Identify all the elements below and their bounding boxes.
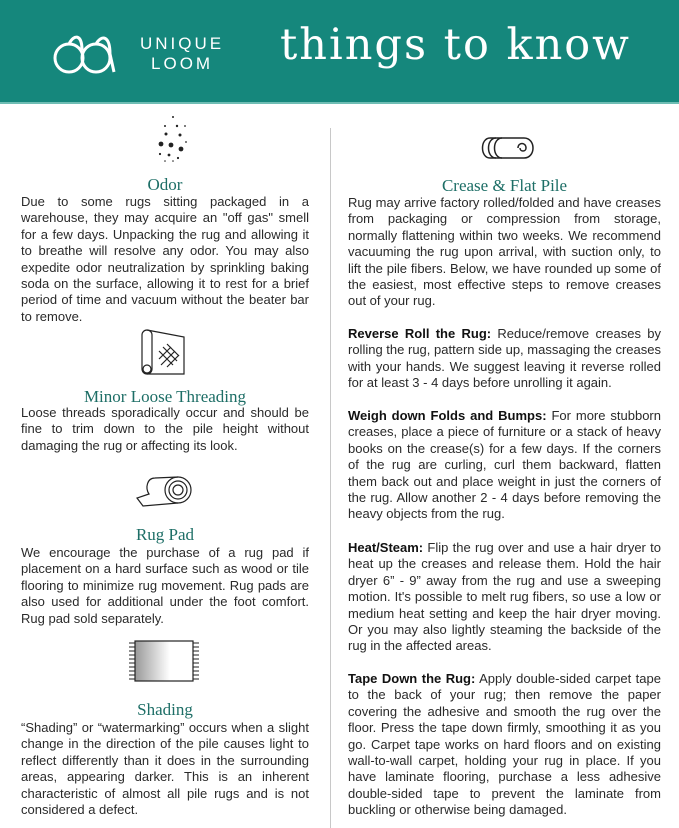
- tip-label: Tape Down the Rug:: [348, 671, 476, 686]
- threading-title: Minor Loose Threading: [83, 387, 247, 406]
- rug-pad-title: Rug Pad: [135, 525, 195, 544]
- page-title: things to know: [280, 20, 631, 70]
- tip-weigh-down: [348, 408, 661, 523]
- tip-label: Weigh down Folds and Bumps:: [348, 408, 547, 423]
- brand-line-2: LOOM: [151, 54, 214, 73]
- tip-heat-steam: [348, 540, 661, 655]
- threading-text: Loose threads sporadically occur and should be fine to trim down to the pile height without damaging the rug or affecting its look.: [21, 405, 309, 453]
- tip-label: Heat/Steam:: [348, 540, 424, 555]
- rug-pad-text: We encourage the purchase of a rug pad if placement on a hard surface such as wood or tile flooring to minimize rug movement. Rug pads are also used for additional under the foot comfort. Rug pad sold separately.: [21, 545, 309, 626]
- odor-dots-icon: [155, 114, 191, 162]
- header-banner: [0, 0, 679, 104]
- shading-text: “Shading” or “watermarking” occurs when a slight change in the direction of the pile causes light to reflect differently than it does in the surrounding areas, appearing darker. This is an inherent characteristic of almost all pile rugs and is not considered a defect.: [21, 720, 309, 818]
- tip-text: For more stubborn creases, place a piece of furniture or a stack of heavy books on the crease(s) for a few days. If the corners of the rug are curling, curl them backward, flatten them back out and place weight in just the corners of the rug. Allow another 2 - 4 days before removing the heavy objects from the rug.: [348, 408, 661, 522]
- rolled-pad-icon: [135, 476, 195, 508]
- brand-name: [140, 34, 224, 74]
- column-divider: [330, 128, 331, 828]
- crease-title: Crease & Flat Pile: [441, 176, 568, 195]
- unique-loom-logo-icon: [52, 30, 132, 76]
- tip-tape-down: [348, 671, 661, 819]
- rolled-rug-icon: [480, 136, 536, 160]
- tip-label: Reverse Roll the Rug:: [348, 326, 492, 341]
- shading-title: Shading: [137, 700, 193, 719]
- brand-line-1: UNIQUE: [140, 34, 225, 53]
- tip-text: Reduce/remove creases by rolling the rug, pattern side up, massaging the creases with your hands. We suggest leaving it reverse rolled for at least 3 - 4 days before unrolling it again.: [348, 326, 661, 391]
- odor-text: Due to some rugs sitting packaged in a warehouse, they may acquire an "off gas" smell for a few days. Unpacking the rug and allowing it to breathe will resolve any odor. You may also expedite odor neutralization by sprinkling baking soda on the surface, allowing it to rest for a brief period of time and vacuum without the beater bar to remove.: [21, 194, 309, 324]
- odor-title: Odor: [147, 175, 183, 194]
- tip-reverse-roll: [348, 326, 661, 392]
- crease-intro: Rug may arrive factory rolled/folded and have creases from packaging or compression from storage, normally flattening within two weeks. We recommend vacuuming the rug upon arrival, with suction only, to lift the pile fibers. Below, we have rounded up some of the easiest, most effective steps to remove creases out of your rug.: [348, 195, 661, 309]
- tip-text: Apply double-sided carpet tape to the back of your rug; then remove the paper covering the adhesive and smooth the rug over the floor. Press the tape down firmly, smoothing it as you go. Carpet tape works on hard floors and on existing wall-to-wall carpet, holding your rug in place. If you have laminate flooring, purchase a less adhesive double-sided tape to prevent the laminate from buckling or otherwise being damaged.: [348, 671, 661, 818]
- shaded-rug-icon: [128, 640, 200, 682]
- rug-thread-icon: [141, 329, 186, 376]
- tip-text: Flip the rug over and use a hair dryer to heat up the creases and release them. Hold the hair dryer 6” - 9” away from the rug and use a sweeping motion. It's possible to melt rug fibers, so use a low or medium heat setting and keep the hair dryer moving. Or you may also lightly steaming the backside of the rug in the affected areas.: [348, 540, 661, 654]
